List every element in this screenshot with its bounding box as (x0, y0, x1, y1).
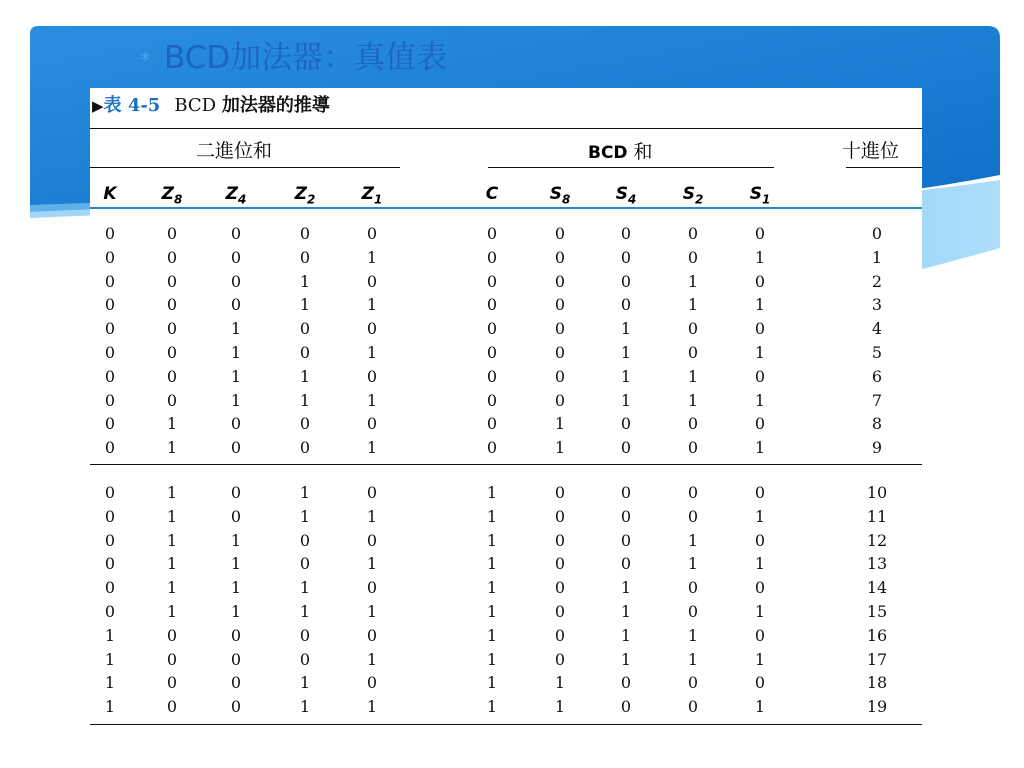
cell-decimal: 14 (866, 578, 888, 598)
cell-s2: 1 (687, 625, 699, 645)
cell-z1: 1 (366, 390, 378, 410)
cell-k: 0 (104, 578, 116, 598)
cell-z2: 0 (299, 319, 311, 339)
caption-marker: ▶ (92, 97, 104, 115)
cell-z4: 0 (230, 673, 242, 693)
cell-z1: 0 (366, 224, 378, 243)
cell-z2: 1 (299, 673, 311, 693)
cell-s2: 1 (687, 530, 699, 550)
cell-s8: 0 (554, 342, 566, 362)
cell-c: 0 (486, 247, 498, 267)
cell-s2: 0 (687, 506, 699, 526)
cell-z4: 1 (230, 390, 242, 410)
cell-s1: 0 (754, 483, 766, 502)
column-header-letter: K (103, 184, 117, 204)
cell-s2: 1 (687, 366, 699, 386)
title-bullet: * (140, 47, 150, 72)
cell-s2: 0 (687, 247, 699, 267)
cell-z8: 0 (166, 319, 178, 339)
cell-s8: 0 (554, 247, 566, 267)
cell-s4: 0 (620, 530, 632, 550)
cell-c: 1 (486, 625, 498, 645)
cell-decimal: 13 (866, 554, 888, 574)
cell-s8: 0 (554, 554, 566, 574)
cell-k: 0 (104, 271, 116, 291)
cell-c: 0 (486, 366, 498, 386)
cell-c: 0 (486, 390, 498, 410)
cell-c: 1 (486, 554, 498, 574)
cell-decimal: 2 (871, 271, 883, 291)
cell-s8: 0 (554, 530, 566, 550)
cell-z8: 0 (166, 295, 178, 315)
cell-s2: 0 (687, 342, 699, 362)
cell-s2: 1 (687, 390, 699, 410)
cell-z4: 1 (230, 578, 242, 598)
cell-s8: 0 (554, 224, 566, 243)
cell-z1: 1 (366, 697, 378, 717)
slide-title-text: BCD加法器：真值表 (164, 40, 448, 76)
column-header-subscript: 2 (306, 192, 316, 207)
cell-decimal: 3 (871, 295, 883, 315)
cell-s8: 0 (554, 625, 566, 645)
cell-s8: 1 (554, 697, 566, 717)
cell-c: 1 (486, 530, 498, 550)
cell-s4: 0 (620, 554, 632, 574)
cell-decimal: 16 (866, 625, 888, 645)
cell-z2: 1 (299, 366, 311, 386)
cell-z2: 1 (299, 271, 311, 291)
cell-s2: 0 (687, 578, 699, 598)
cell-s1: 1 (754, 554, 766, 574)
cell-z4: 0 (230, 649, 242, 669)
group-header-decimal: 十進位 (842, 140, 900, 162)
cell-z1: 1 (366, 554, 378, 574)
cell-k: 0 (104, 483, 116, 502)
cell-z2: 0 (299, 625, 311, 645)
cell-z2: 1 (299, 390, 311, 410)
cell-z4: 0 (230, 625, 242, 645)
cell-z1: 1 (366, 601, 378, 621)
table-row (90, 624, 922, 648)
cell-decimal: 9 (871, 438, 883, 458)
cell-s1: 0 (754, 530, 766, 550)
cell-z1: 0 (366, 578, 378, 598)
cell-s4: 0 (620, 295, 632, 315)
table-row (90, 695, 922, 719)
column-header-z2 (295, 184, 316, 206)
column-header-z1 (362, 184, 383, 206)
cell-s1: 0 (754, 224, 766, 243)
cell-c: 0 (486, 438, 498, 458)
cell-s1: 0 (754, 673, 766, 693)
column-header-z4 (226, 184, 247, 206)
cell-z2: 1 (299, 483, 311, 502)
table-row (90, 270, 922, 294)
cell-z8: 0 (166, 342, 178, 362)
cell-k: 1 (104, 625, 116, 645)
cell-z2: 0 (299, 649, 311, 669)
cell-z1: 0 (366, 625, 378, 645)
cell-s1: 1 (754, 390, 766, 410)
cell-decimal: 18 (866, 673, 888, 693)
column-header-subscript: 8 (561, 192, 571, 207)
cell-z4: 0 (230, 483, 242, 502)
cell-c: 0 (486, 319, 498, 339)
rows-lower-block (90, 481, 922, 719)
cell-s4: 0 (620, 247, 632, 267)
cell-z8: 1 (166, 530, 178, 550)
table-row (90, 529, 922, 553)
cell-decimal: 15 (866, 601, 888, 621)
cell-s1: 1 (754, 295, 766, 315)
cell-z1: 1 (366, 295, 378, 315)
cell-s1: 0 (754, 625, 766, 645)
slide-title (140, 32, 447, 77)
table-number: 表 4-5 (103, 95, 161, 116)
cell-z4: 0 (230, 224, 242, 243)
cell-z4: 0 (230, 414, 242, 434)
cell-s8: 1 (554, 414, 566, 434)
cell-s2: 1 (687, 295, 699, 315)
table-row (90, 222, 922, 246)
cell-z8: 0 (166, 271, 178, 291)
cell-k: 0 (104, 438, 116, 458)
cell-c: 1 (486, 649, 498, 669)
table-row (90, 481, 922, 505)
cell-s2: 0 (687, 438, 699, 458)
cell-s1: 0 (754, 578, 766, 598)
column-header-s2 (683, 184, 704, 206)
cell-decimal: 6 (871, 366, 883, 386)
cell-z2: 0 (299, 530, 311, 550)
cell-s1: 1 (754, 506, 766, 526)
cell-z8: 1 (166, 506, 178, 526)
cell-c: 1 (486, 483, 498, 502)
cell-z8: 1 (166, 601, 178, 621)
cell-s8: 0 (554, 271, 566, 291)
column-header-letter: S (749, 184, 762, 204)
cell-z8: 0 (166, 366, 178, 386)
cell-z2: 0 (299, 247, 311, 267)
cell-z8: 1 (166, 438, 178, 458)
column-header-subscript: 8 (173, 192, 183, 207)
cell-decimal: 12 (866, 530, 888, 550)
cell-s2: 0 (687, 483, 699, 502)
cell-s2: 1 (687, 554, 699, 574)
decimal-group-rule (846, 167, 922, 168)
cell-s4: 1 (620, 625, 632, 645)
cell-s4: 1 (620, 319, 632, 339)
column-header-subscript: 1 (373, 192, 383, 207)
cell-z4: 1 (230, 530, 242, 550)
cell-z1: 0 (366, 319, 378, 339)
cell-decimal: 5 (871, 342, 883, 362)
cell-z4: 0 (230, 247, 242, 267)
column-header-subscript: 4 (237, 192, 247, 207)
cell-z4: 1 (230, 366, 242, 386)
cell-c: 1 (486, 697, 498, 717)
cell-s4: 0 (620, 438, 632, 458)
cell-z8: 0 (166, 224, 178, 243)
cell-z8: 1 (166, 414, 178, 434)
cell-decimal: 0 (871, 224, 883, 243)
cell-s8: 0 (554, 390, 566, 410)
cell-c: 1 (486, 506, 498, 526)
cell-z4: 1 (230, 601, 242, 621)
cell-s2: 0 (687, 601, 699, 621)
cell-s4: 1 (620, 578, 632, 598)
truth-table-panel (90, 88, 922, 738)
cell-s1: 0 (754, 271, 766, 291)
cell-s4: 1 (620, 601, 632, 621)
cell-s2: 0 (687, 697, 699, 717)
cell-z8: 1 (166, 578, 178, 598)
cell-z1: 1 (366, 649, 378, 669)
table-row (90, 671, 922, 695)
cell-s1: 1 (754, 601, 766, 621)
cell-z1: 0 (366, 366, 378, 386)
cell-s1: 1 (754, 649, 766, 669)
cell-z4: 0 (230, 271, 242, 291)
table-row (90, 436, 922, 460)
cell-z2: 0 (299, 554, 311, 574)
cell-k: 0 (104, 295, 116, 315)
binary-group-rule (90, 167, 400, 168)
column-header-letter: Z (225, 184, 238, 204)
cell-s2: 0 (687, 414, 699, 434)
cell-s4: 0 (620, 224, 632, 243)
cell-z1: 0 (366, 483, 378, 502)
rows-upper-block (90, 222, 922, 460)
table-row (90, 600, 922, 624)
column-header-z8 (162, 184, 183, 206)
cell-s2: 0 (687, 319, 699, 339)
table-row (90, 341, 922, 365)
cell-s8: 0 (554, 483, 566, 502)
cell-s4: 0 (620, 506, 632, 526)
cell-decimal: 11 (866, 506, 888, 526)
cell-s2: 0 (687, 673, 699, 693)
cell-z4: 1 (230, 342, 242, 362)
cell-z1: 0 (366, 530, 378, 550)
cell-z2: 0 (299, 438, 311, 458)
cell-c: 1 (486, 578, 498, 598)
cell-z4: 0 (230, 295, 242, 315)
column-header-subscript: 2 (694, 192, 704, 207)
cell-z2: 0 (299, 342, 311, 362)
cell-s1: 1 (754, 697, 766, 717)
column-header-letter: C (485, 184, 499, 204)
cell-z1: 0 (366, 414, 378, 434)
cell-z1: 1 (366, 342, 378, 362)
column-header-subscript: 1 (761, 192, 771, 207)
cell-k: 0 (104, 224, 116, 243)
cell-s4: 0 (620, 414, 632, 434)
cell-decimal: 17 (866, 649, 888, 669)
table-caption (92, 91, 330, 117)
column-header-s4 (616, 184, 637, 206)
cell-s8: 0 (554, 578, 566, 598)
cell-s8: 0 (554, 319, 566, 339)
column-header-c (486, 184, 498, 204)
cell-s2: 1 (687, 271, 699, 291)
cell-s4: 1 (620, 342, 632, 362)
cell-k: 0 (104, 247, 116, 267)
cell-decimal: 7 (871, 390, 883, 410)
cell-s4: 0 (620, 673, 632, 693)
cell-s2: 1 (687, 649, 699, 669)
cell-k: 0 (104, 319, 116, 339)
cell-decimal: 10 (866, 483, 888, 502)
table-description (174, 95, 330, 116)
cell-s8: 0 (554, 601, 566, 621)
cell-z2: 1 (299, 506, 311, 526)
group-header-bcd-prefix: BCD (588, 143, 628, 163)
cell-z2: 1 (299, 697, 311, 717)
cell-z2: 1 (299, 601, 311, 621)
column-header-letter: Z (161, 184, 174, 204)
cell-z2: 1 (299, 578, 311, 598)
cell-s4: 0 (620, 483, 632, 502)
bcd-group-rule (488, 167, 774, 168)
cell-k: 0 (104, 601, 116, 621)
cell-s1: 1 (754, 342, 766, 362)
cell-s8: 0 (554, 295, 566, 315)
column-header-letter: Z (361, 184, 374, 204)
cell-s1: 1 (754, 247, 766, 267)
cell-z8: 1 (166, 554, 178, 574)
cell-c: 0 (486, 271, 498, 291)
cell-decimal: 19 (866, 697, 888, 717)
bottom-rule (90, 724, 922, 725)
table-description-rest: 加法器的推導 (221, 95, 330, 116)
table-row (90, 365, 922, 389)
column-header-s8 (550, 184, 571, 206)
cell-z8: 0 (166, 697, 178, 717)
cell-s8: 1 (554, 673, 566, 693)
middle-rule (90, 464, 922, 465)
group-header-bcd-suffix: 和 (633, 141, 653, 163)
cell-z1: 1 (366, 506, 378, 526)
table-row (90, 552, 922, 576)
cell-s8: 0 (554, 366, 566, 386)
cell-s4: 1 (620, 390, 632, 410)
cell-z8: 0 (166, 247, 178, 267)
group-header-binary-sum: 二進位和 (196, 140, 273, 162)
cell-decimal: 8 (871, 414, 883, 434)
cell-z8: 0 (166, 649, 178, 669)
column-header-letter: Z (294, 184, 307, 204)
cell-z2: 0 (299, 414, 311, 434)
cell-k: 1 (104, 649, 116, 669)
cell-k: 0 (104, 554, 116, 574)
cell-z4: 0 (230, 438, 242, 458)
cell-z4: 1 (230, 319, 242, 339)
cell-z2: 1 (299, 295, 311, 315)
cell-z8: 0 (166, 390, 178, 410)
cell-k: 1 (104, 673, 116, 693)
table-row (90, 317, 922, 341)
cell-k: 0 (104, 414, 116, 434)
cell-k: 0 (104, 342, 116, 362)
cell-s8: 0 (554, 649, 566, 669)
cell-z2: 0 (299, 224, 311, 243)
cell-c: 1 (486, 673, 498, 693)
cell-s1: 1 (754, 438, 766, 458)
column-header-k (103, 184, 116, 204)
cell-s8: 1 (554, 438, 566, 458)
cell-k: 0 (104, 366, 116, 386)
group-header-bcd-sum (588, 137, 652, 164)
cell-decimal: 1 (871, 247, 883, 267)
cell-z1: 0 (366, 673, 378, 693)
column-header-subscript: 4 (627, 192, 637, 207)
header-rule (90, 207, 922, 209)
cell-z1: 0 (366, 271, 378, 291)
cell-c: 0 (486, 224, 498, 243)
cell-k: 0 (104, 390, 116, 410)
table-row (90, 246, 922, 270)
cell-z1: 1 (366, 438, 378, 458)
cell-c: 0 (486, 295, 498, 315)
column-header-letter: S (615, 184, 628, 204)
cell-c: 0 (486, 342, 498, 362)
column-header-s1 (750, 184, 771, 206)
cell-z4: 0 (230, 506, 242, 526)
cell-c: 0 (486, 414, 498, 434)
column-header-letter: S (549, 184, 562, 204)
cell-k: 0 (104, 506, 116, 526)
cell-k: 0 (104, 530, 116, 550)
cell-z8: 0 (166, 625, 178, 645)
table-row (90, 576, 922, 600)
cell-s4: 0 (620, 271, 632, 291)
cell-z8: 1 (166, 483, 178, 502)
cell-z1: 1 (366, 247, 378, 267)
cell-z8: 0 (166, 673, 178, 693)
table-description-prefix: BCD (174, 95, 217, 116)
cell-s2: 0 (687, 224, 699, 243)
column-header-letter: S (682, 184, 695, 204)
table-row (90, 648, 922, 672)
top-rule (90, 128, 922, 129)
table-row (90, 505, 922, 529)
table-row (90, 293, 922, 317)
cell-decimal: 4 (871, 319, 883, 339)
cell-s4: 1 (620, 366, 632, 386)
cell-s1: 0 (754, 319, 766, 339)
cell-z4: 0 (230, 697, 242, 717)
cell-s4: 0 (620, 697, 632, 717)
table-row (90, 412, 922, 436)
cell-s4: 1 (620, 649, 632, 669)
cell-c: 1 (486, 601, 498, 621)
cell-k: 1 (104, 697, 116, 717)
table-row (90, 389, 922, 413)
cell-s1: 0 (754, 366, 766, 386)
cell-s8: 0 (554, 506, 566, 526)
cell-z4: 1 (230, 554, 242, 574)
cell-s1: 0 (754, 414, 766, 434)
